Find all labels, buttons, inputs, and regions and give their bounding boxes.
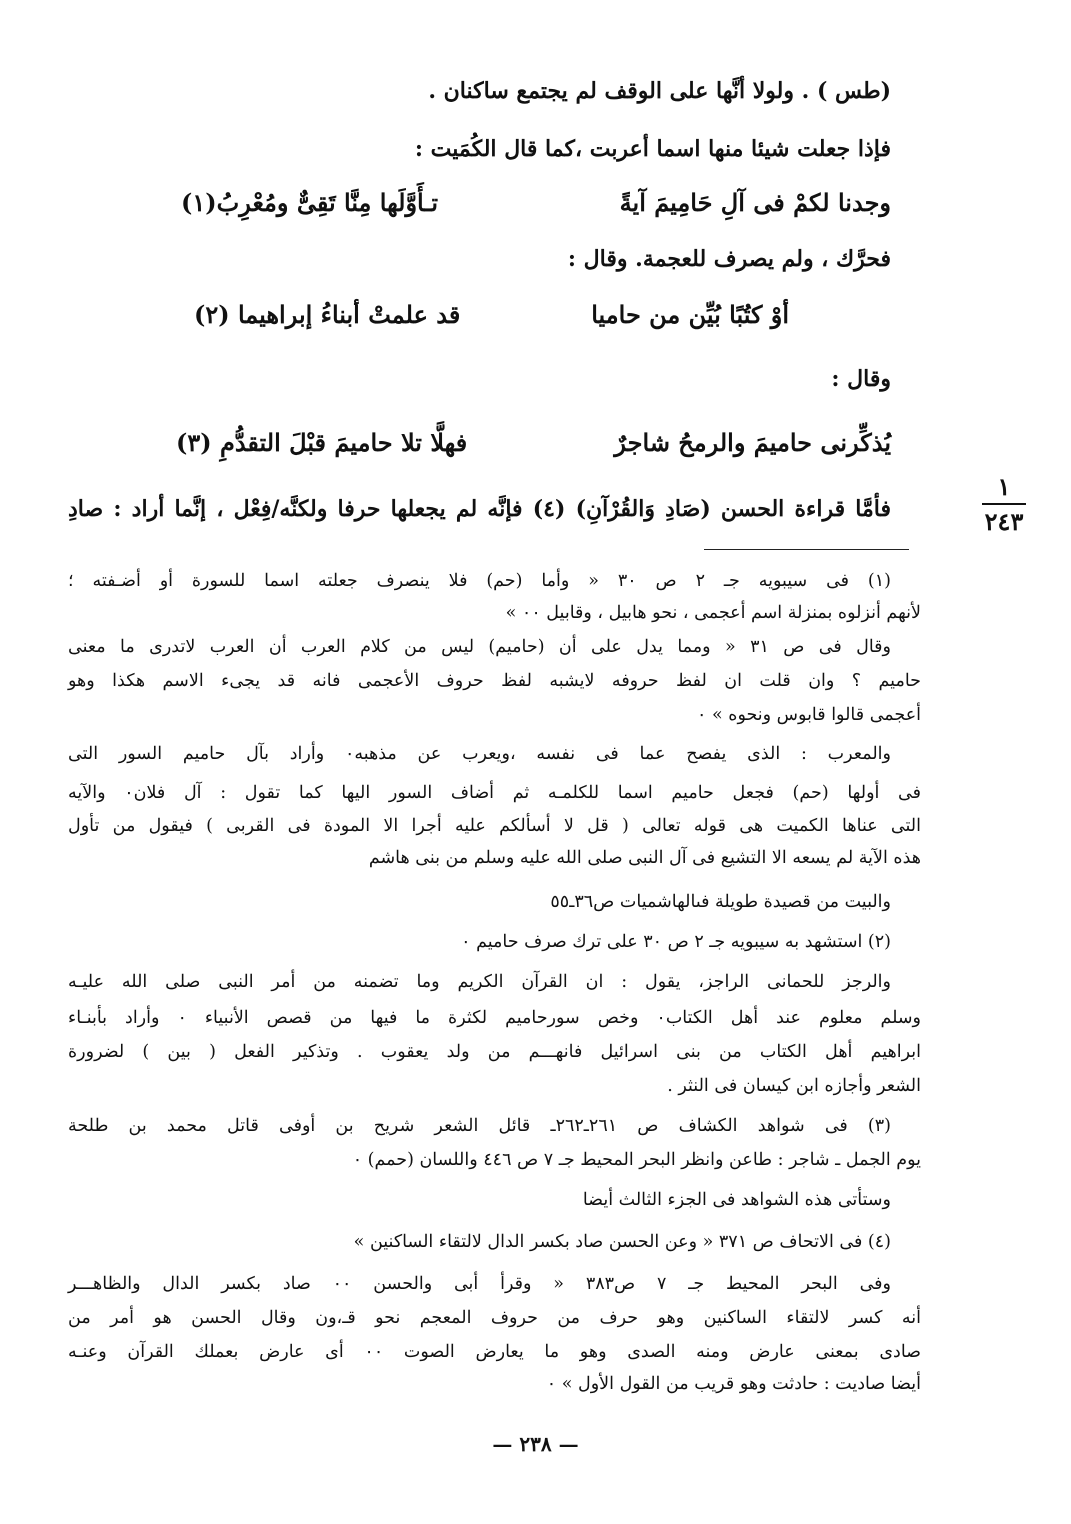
footnote-line-14: ابراهيم أهل الكتاب من بنى اسرائيل فانهـــم من ولد يعقوب . وتذكير الفعل ( بين ) لضرورة — [68, 1042, 921, 1062]
footnote-line-17: يوم الجمل ـ شاجر : طاعن وانظر البحر المحيط جـ ٧ ص ٤٤٦ واللسان (حمم) ٠ — [352, 1150, 921, 1170]
verse-2-second-hemistich: أوْ كتُبًا بُيِّن من حاميا — [591, 300, 789, 329]
footnote-line-23: أيضا صاديت : حادثت وهو قريب من القول الأول » ٠ — [546, 1374, 921, 1394]
page-number: — ٢٣٨ — — [492, 1432, 579, 1456]
footnote-line-20: وفى البحر المحيط جـ ٧ ص٣٨٣ « وقرأ أبى والحسن ٠٠ صاد بكسر الدال والظاهـــر — [68, 1274, 891, 1294]
footnote-line-7: فى أولها (حم) فجعل حاميم اسما للكلمـه ثم أضاف السور اليها كما تقول : آل فلان٠ والآيه — [68, 783, 921, 803]
footnote-line-13: وسلم معلوم عند أهل الكتاب٠ وخص سورحاميم لكثرة ما فيها من قصص الأنبياء ٠ وأراد بأبنـاء — [68, 1008, 921, 1028]
footnote-line-3: وقال فى ص ٣١ « ومما يدل على أن (حاميم) ليس من كلام العرب أن العرب لاتدرى ما معنى — [68, 637, 891, 657]
footnote-line-15: الشعر وأجازه ابن كيسان فى النثر . — [667, 1076, 921, 1096]
footnote-line-10: والبيت من قصيدة طويلة فىالهاشميات ص٣٦ـ٥٥ — [550, 892, 891, 912]
margin-reference-divider — [982, 503, 1026, 505]
footnote-line-2: لأنهم أنزلوه بمنزلة اسم أعجمى ، نحو هابيل ، وقابيل ٠٠ » — [505, 603, 921, 623]
verse-3 — [176, 428, 891, 457]
footnote-line-8: التى عناها الكميت هى قوله تعالى ( قل لا أسألكم عليه أجرا الا المودة فى القربى ) فيقول من تأول — [68, 816, 921, 836]
footnote-line-18: وستأتى هذه الشواهد فى الجزء الثالث أيضا — [582, 1190, 891, 1210]
margin-reference-top: ١ — [997, 472, 1011, 501]
verse-3-first-hemistich: يُذكِّرنى حاميمَ والرمحُ شاجرٌ — [614, 428, 891, 457]
verse-3-second-hemistich: فهلَّا تلا حاميمَ قبْلَ التقدُّمِ (٣) — [176, 428, 468, 457]
main-text-line-5: فأمَّا قراءة الحسن (صَادِ وَالقُرْآنِ) (٤) فإنَّه لم يجعلها حرفا ولكنَّه/فِعْل ، إنَّما أراد : صادِ — [68, 496, 891, 522]
footnote-line-6: والمعرب : الذى يفصح عما فى نفسه ،ويعرب عن مذهبه٠ وأراد بآل حاميم السور التى — [68, 744, 891, 764]
main-text-line-4: وقال : — [831, 366, 891, 392]
main-text-line-3: فحرَّك ، ولم يصرف للعجمة. وقال : — [567, 246, 891, 272]
footnote-line-12: والرجز للحمانى الراجز، يقول : ان القرآن الكريم وما تضمنه من أمر النبى صلى الله عليـه — [68, 972, 891, 992]
main-text-line-2: فإذا جعلت شيئا منها اسما أعربت ،كما قال الكُمَيت : — [414, 136, 891, 162]
footnote-line-21: أنه كسر لالتقاء الساكنين وهو حرف من حروف المعجم نحو قـ،ون وقال الحسن هو أمر من — [68, 1308, 921, 1328]
margin-reference-bottom: ٢٤٣ — [984, 507, 1024, 536]
verse-1 — [181, 188, 891, 217]
footnote-separator — [704, 549, 909, 550]
footnote-line-4: حاميم ؟ وان قلت ان لفظ حروفه لايشبه لفظ حروف الأعجمى فانه قد يجىء الاسم هكذا وهو — [68, 671, 921, 691]
main-text-line-1: (طس ) . ولولا أنَّها على الوقف لم يجتمع ساكنان . — [428, 78, 891, 104]
footnote-line-1: (١) فى سيبويه جـ ٢ ص ٣٠ « وأما (حم) فلا ينصرف جعلته اسما للسورة أو أضـفته ؛ — [68, 571, 891, 591]
footnote-line-16: (٣) فى شواهد الكشاف ص ٢٦١ـ٢٦٢ـ قائل الشعر شريح بن أوفى قاتل محمد بن طلحة — [68, 1116, 891, 1136]
footnote-line-9: هذه الآية لم يسعه الا التشيع فى آل النبى صلى الله عليه وسلم من بنى هاشم — [368, 848, 921, 868]
footnote-line-19: (٤) فى الاتحاف ص ٣٧١ « وعن الحسن صاد بكسر الدال لالتقاء الساكنين » — [353, 1232, 891, 1252]
footnote-line-22: صادى بمعنى عارض ومنه الصدى وهو ما يعارض الصوت ٠٠ أى عارض بعملك القرآن وعنـه — [68, 1342, 922, 1362]
footnote-line-11: (٢) استشهد به سيبويه جـ ٢ ص ٣٠ على ترك صرف حاميم ٠ — [461, 932, 891, 952]
footnote-line-5: أعجمى قالوا قابوس ونحوه » ٠ — [697, 705, 921, 725]
verse-1-first-hemistich: وجدنا لكمْ فى آلِ حَامِيمَ آيةً — [619, 188, 891, 217]
verse-2-first-hemistich: قد علمتْ أبناءُ إبراهيما (٢) — [194, 300, 461, 329]
verse-1-second-hemistich: تـأَوَّلَها مِنَّا تَقِىٌّ ومُعْرِبُ(١) — [181, 188, 439, 217]
margin-page-reference — [969, 472, 1039, 536]
verse-2 — [194, 300, 789, 329]
